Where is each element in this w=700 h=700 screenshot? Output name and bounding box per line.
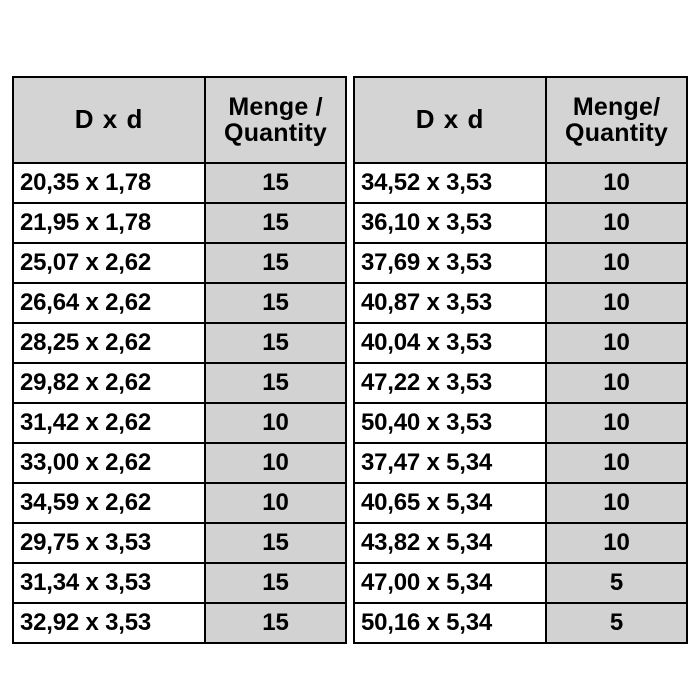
cell-dimension: 47,00 x 5,34	[354, 563, 546, 603]
table-row	[354, 483, 687, 523]
table-row	[13, 283, 346, 323]
table-header-row	[354, 77, 687, 163]
tables-container	[12, 76, 688, 644]
cell-dimension: 32,92 x 3,53	[13, 603, 205, 643]
table-row	[13, 443, 346, 483]
cell-quantity: 10	[546, 163, 687, 203]
table-row	[13, 243, 346, 283]
cell-quantity: 10	[546, 483, 687, 523]
cell-dimension: 34,59 x 2,62	[13, 483, 205, 523]
column-header-quantity-line2: Quantity	[565, 119, 669, 147]
cell-dimension: 33,00 x 2,62	[13, 443, 205, 483]
cell-quantity: 10	[546, 243, 687, 283]
table-row	[354, 523, 687, 563]
cell-dimension: 47,22 x 3,53	[354, 363, 546, 403]
cell-dimension: 28,25 x 2,62	[13, 323, 205, 363]
cell-dimension: 36,10 x 3,53	[354, 203, 546, 243]
column-header-quantity-line1: Menge /	[228, 92, 323, 121]
cell-quantity: 10	[205, 403, 346, 443]
cell-quantity: 10	[205, 483, 346, 523]
right-table-body	[354, 163, 687, 643]
cell-quantity: 10	[546, 323, 687, 363]
cell-quantity: 15	[205, 163, 346, 203]
table-row	[13, 483, 346, 523]
cell-dimension: 29,75 x 3,53	[13, 523, 205, 563]
table-row	[354, 243, 687, 283]
left-table	[12, 76, 347, 644]
table-row	[354, 563, 687, 603]
cell-quantity: 15	[205, 563, 346, 603]
cell-quantity: 15	[205, 603, 346, 643]
table-row	[354, 403, 687, 443]
table-row	[13, 323, 346, 363]
cell-quantity: 15	[205, 283, 346, 323]
cell-quantity: 5	[546, 563, 687, 603]
table-row	[13, 363, 346, 403]
cell-dimension: 37,47 x 5,34	[354, 443, 546, 483]
table-row	[354, 363, 687, 403]
cell-quantity: 10	[546, 523, 687, 563]
table-row	[13, 523, 346, 563]
cell-dimension: 50,16 x 5,34	[354, 603, 546, 643]
cell-quantity: 10	[546, 403, 687, 443]
cell-dimension: 40,87 x 3,53	[354, 283, 546, 323]
cell-quantity: 10	[546, 443, 687, 483]
column-header-quantity	[546, 77, 687, 163]
table-row	[13, 163, 346, 203]
table-row	[13, 563, 346, 603]
table-header-row	[13, 77, 346, 163]
table-row	[354, 203, 687, 243]
cell-quantity: 15	[205, 203, 346, 243]
cell-quantity: 5	[546, 603, 687, 643]
cell-quantity: 15	[205, 243, 346, 283]
column-header-dimension: D x d	[13, 77, 205, 163]
cell-quantity: 15	[205, 523, 346, 563]
cell-dimension: 40,65 x 5,34	[354, 483, 546, 523]
cell-quantity: 15	[205, 323, 346, 363]
table-row	[354, 443, 687, 483]
table-row	[354, 603, 687, 643]
cell-dimension: 40,04 x 3,53	[354, 323, 546, 363]
cell-quantity: 10	[205, 443, 346, 483]
column-header-dimension: D x d	[354, 77, 546, 163]
table-row	[13, 403, 346, 443]
cell-quantity: 10	[546, 283, 687, 323]
table-row	[354, 163, 687, 203]
left-table-header	[13, 77, 346, 163]
cell-quantity: 10	[546, 363, 687, 403]
cell-dimension: 20,35 x 1,78	[13, 163, 205, 203]
table-row	[354, 323, 687, 363]
cell-dimension: 31,42 x 2,62	[13, 403, 205, 443]
column-header-quantity	[205, 77, 346, 163]
right-table	[353, 76, 688, 644]
cell-dimension: 26,64 x 2,62	[13, 283, 205, 323]
column-header-quantity-line1: Menge/	[572, 92, 661, 121]
cell-quantity: 10	[546, 203, 687, 243]
right-table-header	[354, 77, 687, 163]
table-row	[13, 203, 346, 243]
cell-dimension: 25,07 x 2,62	[13, 243, 205, 283]
cell-dimension: 37,69 x 3,53	[354, 243, 546, 283]
cell-dimension: 31,34 x 3,53	[13, 563, 205, 603]
table-row	[354, 283, 687, 323]
cell-dimension: 21,95 x 1,78	[13, 203, 205, 243]
cell-quantity: 15	[205, 363, 346, 403]
column-header-quantity-line2: Quantity	[224, 119, 328, 147]
cell-dimension: 34,52 x 3,53	[354, 163, 546, 203]
table-row	[13, 603, 346, 643]
cell-dimension: 50,40 x 3,53	[354, 403, 546, 443]
left-table-body	[13, 163, 346, 643]
cell-dimension: 29,82 x 2,62	[13, 363, 205, 403]
cell-dimension: 43,82 x 5,34	[354, 523, 546, 563]
